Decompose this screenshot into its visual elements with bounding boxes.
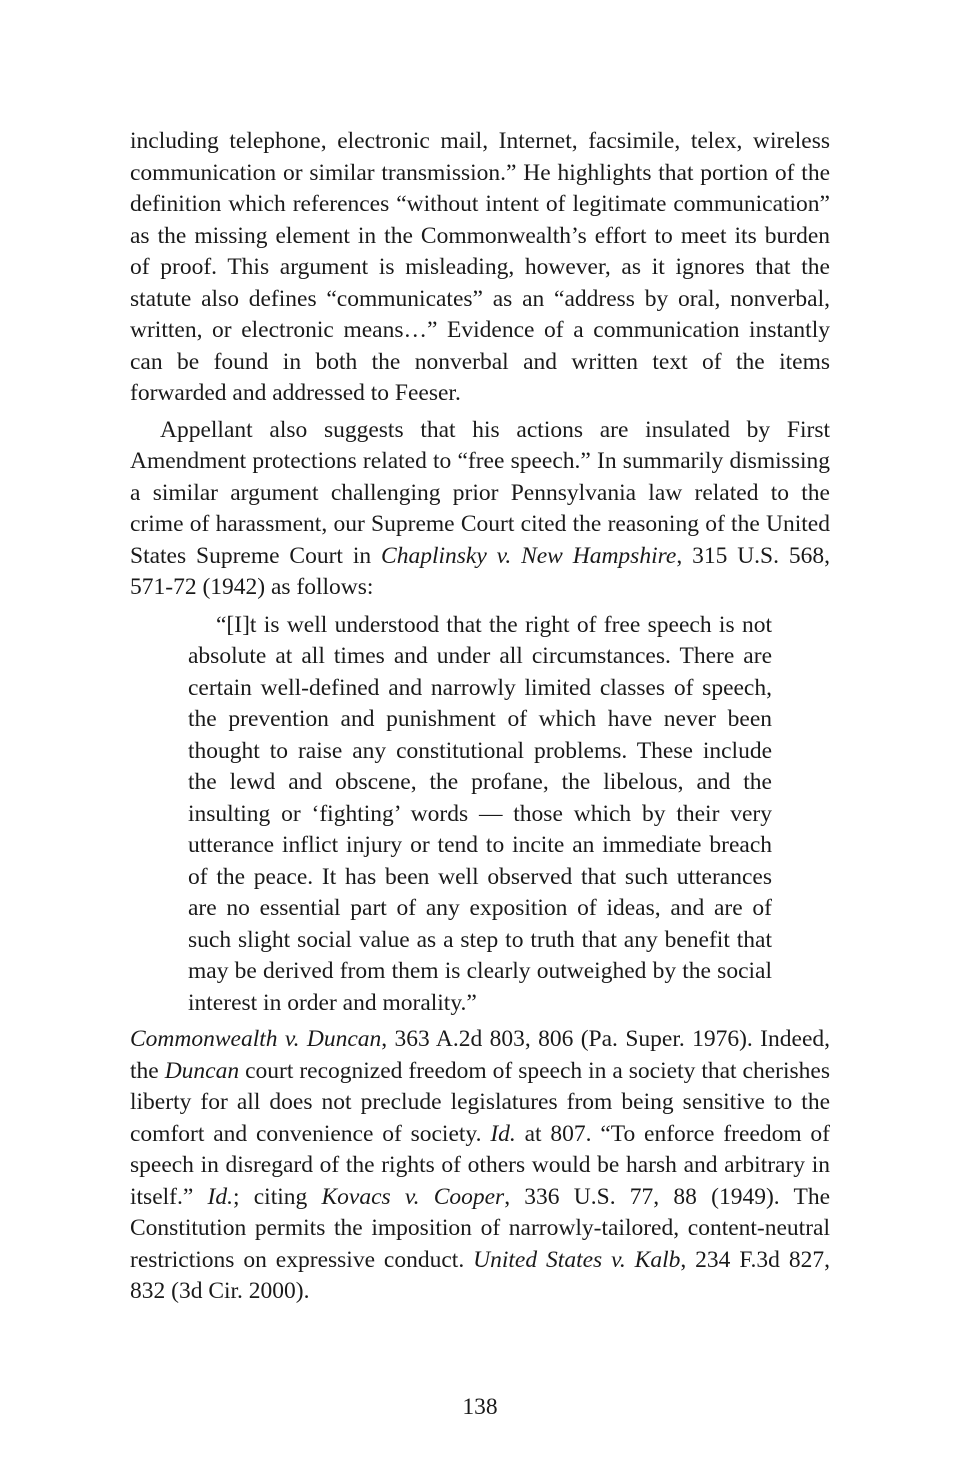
paragraph-3-text-b: court recognized freedom of speech in a society that cherishes liberty for all does not preclude legislatures from being sensitive to the comfort and convenience of society. bbox=[130, 1057, 830, 1147]
paragraph-3-text-d: ; citing bbox=[232, 1183, 322, 1210]
case-name-duncan: Duncan bbox=[164, 1057, 240, 1084]
paragraph-3-text-c: at 807. “To enforce freedom of speech in disregard of the rights of others would be harsh and arbitrary in itself.” bbox=[130, 1120, 830, 1210]
case-citation-kalb: United States v. Kalb bbox=[473, 1246, 681, 1273]
paragraph-3-text-e: , 336 U.S. 77, 88 (1949). The Constitution permits the imposition of narrowly-tailored, content-neutral restrictions on expressive conduct. bbox=[130, 1183, 831, 1273]
paragraph-3-text-a: , 363 A.2d 803, 806 (Pa. Super. 1976). Indeed, the bbox=[130, 1026, 830, 1084]
page-number: 138 bbox=[462, 1394, 498, 1420]
paragraph-3-text-f: , 234 F.3d 827, 832 (3d Cir. 2000). bbox=[130, 1246, 831, 1304]
paragraph-3 bbox=[130, 1024, 830, 1308]
paragraph-2 bbox=[130, 415, 830, 604]
page-body bbox=[130, 126, 830, 1308]
paragraph-1 bbox=[130, 126, 830, 410]
case-citation-chaplinsky: Chaplinsky v. New Hampshire bbox=[381, 542, 677, 569]
block-quote-text: “[I]t is well understood that the right of free speech is not absolute at all times and under all circumstances. There are certain well-defined and narrowly limited classes of speech, the prevention and punishment of which have never been thought to raise any constitutional problems. These include the lewd and obscene, the profane, the libelous, and the insulting or ‘fighting’ words — those which by their very utterance inflict injury or tend to incite an immediate breach of the peace. It has been well observed that such utterances are no essential part of any exposition of ideas, and are of such slight social value as a step to truth that any benefit that may be derived from them is clearly outweighed by the social interest in order and morality.” bbox=[188, 611, 772, 1016]
paragraph-1-text: including telephone, electronic mail, Internet, facsimile, telex, wireless communication or similar transmission.” He highlights that portion of the definition which references “without intent of legitimate communication” as the missing element in the Commonwealth’s effort to meet its burden of proof. This argument is misleading, however, as it ignores that the statute also defines “communicates” as an “address by oral, nonverbal, written, or electronic means…” Evidence of a communication instantly can be found in both the nonverbal and written text of the items forwarded and addressed to Feeser. bbox=[130, 128, 830, 406]
paragraph-2-text-a: Appellant also suggests that his actions are insulated by First Amendment protections related to “free speech.” In summarily dismissing a similar argument challenging prior Pennsylvania law related to the crime of harassment, our Supreme Court cited the reasoning of the United States Supreme Court in bbox=[130, 416, 830, 569]
case-citation-duncan: Commonwealth v. Duncan bbox=[130, 1026, 382, 1052]
paragraph-2-text-b: , 315 U.S. 568, 571-72 (1942) as follows: bbox=[130, 542, 830, 600]
id-citation-1: Id. bbox=[490, 1120, 516, 1147]
id-citation-2: Id. bbox=[207, 1183, 233, 1210]
case-citation-kovacs: Kovacs v. Cooper bbox=[321, 1183, 505, 1210]
block-quote bbox=[188, 610, 772, 1020]
